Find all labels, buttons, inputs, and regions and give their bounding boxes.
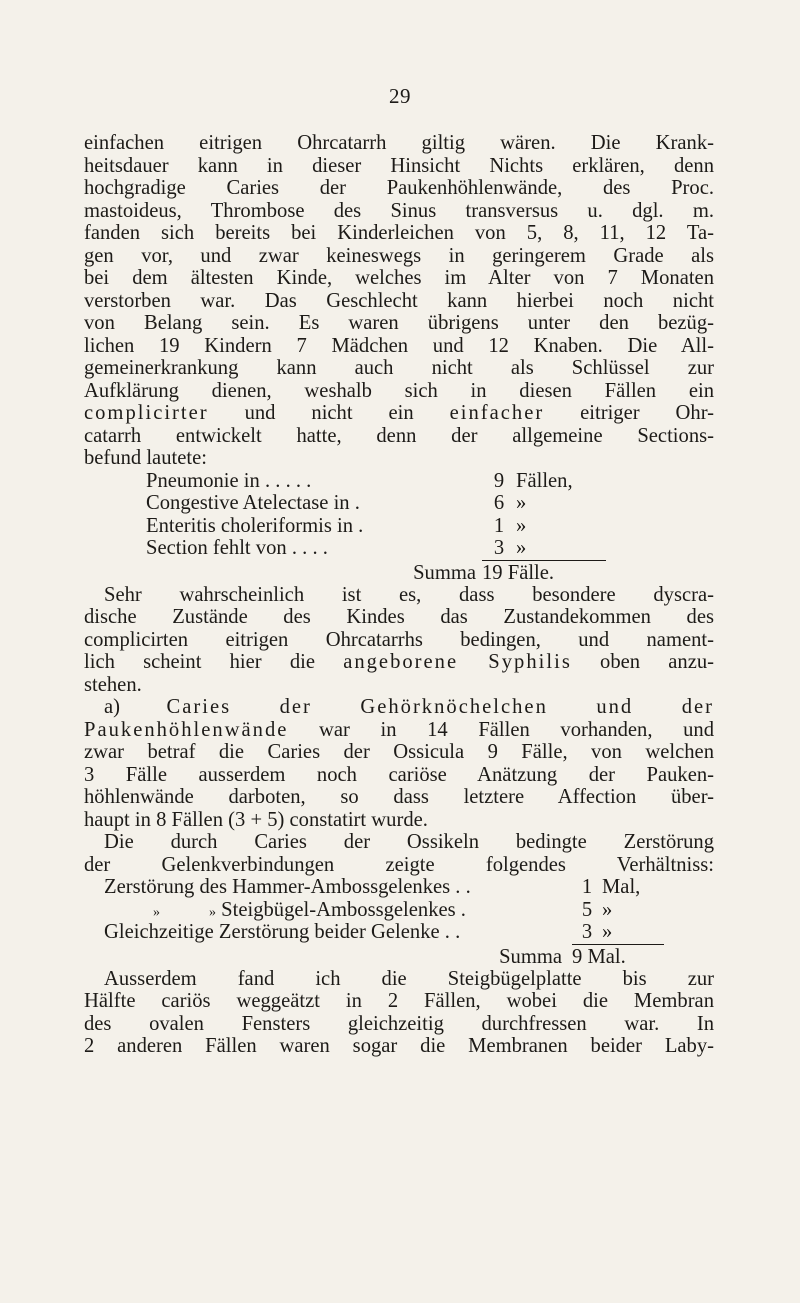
table-row <box>104 876 664 899</box>
table-row <box>146 537 606 560</box>
text-line: lichen 19 Kindern 7 Mädchen und 12 Knaben. Die All- <box>84 334 714 357</box>
table-row <box>146 492 606 515</box>
text-line: Aufklärung dienen, weshalb sich in diesen Fällen ein <box>84 379 714 402</box>
text-line: höhlenwände darboten, so dass letztere Affection über- <box>84 786 714 808</box>
row-value: 6 <box>493 492 505 514</box>
row-label-text: Steigbügel-Ambossgelenkes . <box>221 898 466 921</box>
row-label: Zerstörung des Hammer-Ambossgelenkes . . <box>104 876 471 898</box>
emphasis-einfacher: einfacher <box>449 402 545 424</box>
text-line: bei dem ältesten Kinde, welches im Alter von 7 Monaten <box>84 267 714 289</box>
row-value: 5 <box>581 898 593 921</box>
row-label: Section fehlt von . . . . <box>146 537 328 559</box>
row-unit: Fällen, <box>516 469 573 492</box>
table-row <box>104 899 664 922</box>
text-line: Die durch Caries der Ossikeln bedingte Zerstörung <box>104 831 714 853</box>
sum-value: 19 Fälle. <box>482 560 606 585</box>
text-line: 2 anderen Fällen waren sogar die Membranen beider Laby- <box>84 1035 714 1057</box>
text-line: zwar betraf die Caries der Ossicula 9 Fälle, von welchen <box>84 741 714 763</box>
paragraph-3 <box>84 696 714 831</box>
text-line <box>84 719 714 742</box>
sum-label: Summa <box>499 945 562 968</box>
sum-value: 9 Mal. <box>572 944 664 969</box>
paragraph-4 <box>84 831 714 876</box>
text-fragment: und nicht ein <box>208 402 450 424</box>
text-line: stehen. <box>84 673 142 696</box>
row-label: Enteritis choleriformis in . <box>146 514 364 537</box>
text-line <box>84 651 714 674</box>
paragraph-5 <box>84 968 714 1058</box>
row-label: Congestive Atelectase in . <box>146 492 360 514</box>
text-line: befund lautete: <box>84 447 207 469</box>
text-line: gen vor, und zwar keineswegs in geringerem Grade als <box>84 244 714 267</box>
emphasis-heading: Paukenhöhlenwände <box>84 718 289 741</box>
text-line: fanden sich bereits bei Kinderleichen von 5, 8, 11, 12 Ta- <box>84 222 714 244</box>
body-text <box>84 132 714 1058</box>
text-line: von Belang sein. Es waren übrigens unter den bezüg- <box>84 312 714 334</box>
text-line: verstorben war. Das Geschlecht kann hierbei noch nicht <box>84 289 714 312</box>
text-fragment: oben anzu- <box>571 651 715 673</box>
text-line: dische Zustände des Kindes das Zustandekommen des <box>84 606 714 628</box>
section-findings-table <box>146 470 606 584</box>
text-line: des ovalen Fensters gleichzeitig durchfressen war. In <box>84 1012 714 1035</box>
emphasis-complicirter: complicirter <box>84 402 209 424</box>
row-unit: » <box>602 898 613 921</box>
text-line <box>84 696 714 719</box>
text-line: Hälfte cariös weggeätzt in 2 Fällen, wobei die Membran <box>84 990 714 1012</box>
row-value: 1 <box>581 876 593 898</box>
row-value: 9 <box>493 469 505 492</box>
page-number: 29 <box>389 84 411 108</box>
joint-destruction-table <box>104 876 664 968</box>
text-line: hochgradige Caries der Paukenhöhlenwände, des Proc. <box>84 177 714 199</box>
row-label: Gleichzeitige Zerstörung beider Gelenke . . <box>104 921 461 943</box>
text-fragment: a) <box>104 696 167 718</box>
row-unit: » <box>516 537 527 559</box>
row-unit: » <box>516 492 527 514</box>
row-unit: » <box>602 921 613 943</box>
text-line: mastoideus, Thrombose des Sinus transversus u. dgl. m. <box>84 199 714 222</box>
text-line: gemeinerkrankung kann auch nicht als Schlüssel zur <box>84 357 714 379</box>
row-value: 3 <box>581 921 593 943</box>
text-line: Ausserdem fand ich die Steigbügelplatte bis zur <box>104 967 714 990</box>
ditto-mark: » <box>209 904 216 920</box>
row-value: 3 <box>493 537 505 559</box>
table-sum-row <box>146 560 606 584</box>
emphasis-heading: Caries der Gehörknöchelchen und der <box>166 696 714 718</box>
text-line: einfachen eitrigen Ohrcatarrh giltig wären. Die Krank- <box>84 132 714 154</box>
paragraph-1 <box>84 132 714 470</box>
row-unit: » <box>516 514 527 537</box>
text-line: Sehr wahrscheinlich ist es, dass besondere dyscra- <box>104 583 714 606</box>
row-unit: Mal, <box>602 876 641 898</box>
row-label: Pneumonie in . . . . . <box>146 469 312 492</box>
sum-label: Summa <box>413 561 476 584</box>
text-line: complicirten eitrigen Ohrcatarrhs bedingen, und nament- <box>84 628 714 651</box>
emphasis-syphilis: angeborene Syphilis <box>343 651 572 673</box>
ditto-mark: » <box>153 904 160 920</box>
text-fragment: lich scheint hier die <box>84 651 344 673</box>
text-line: heitsdauer kann in dieser Hinsicht Nichts erklären, denn <box>84 154 714 177</box>
text-line: catarrh entwickelt hatte, denn der allgemeine Sections- <box>84 424 714 447</box>
text-line: der Gelenkverbindungen zeigte folgendes Verhältniss: <box>84 853 714 876</box>
table-row <box>146 470 606 493</box>
text-line: 3 Fälle ausserdem noch cariöse Anätzung der Pauken- <box>84 763 714 786</box>
table-row <box>104 921 664 944</box>
text-line <box>84 402 714 425</box>
row-value: 1 <box>493 514 505 537</box>
table-row <box>146 515 606 538</box>
text-line: haupt in 8 Fällen (3 + 5) constatirt wurde. <box>84 808 428 831</box>
text-fragment: eitriger Ohr- <box>544 402 714 424</box>
text-fragment: war in 14 Fällen vorhanden, und <box>288 718 714 741</box>
table-sum-row <box>104 944 664 968</box>
paragraph-2 <box>84 584 714 697</box>
